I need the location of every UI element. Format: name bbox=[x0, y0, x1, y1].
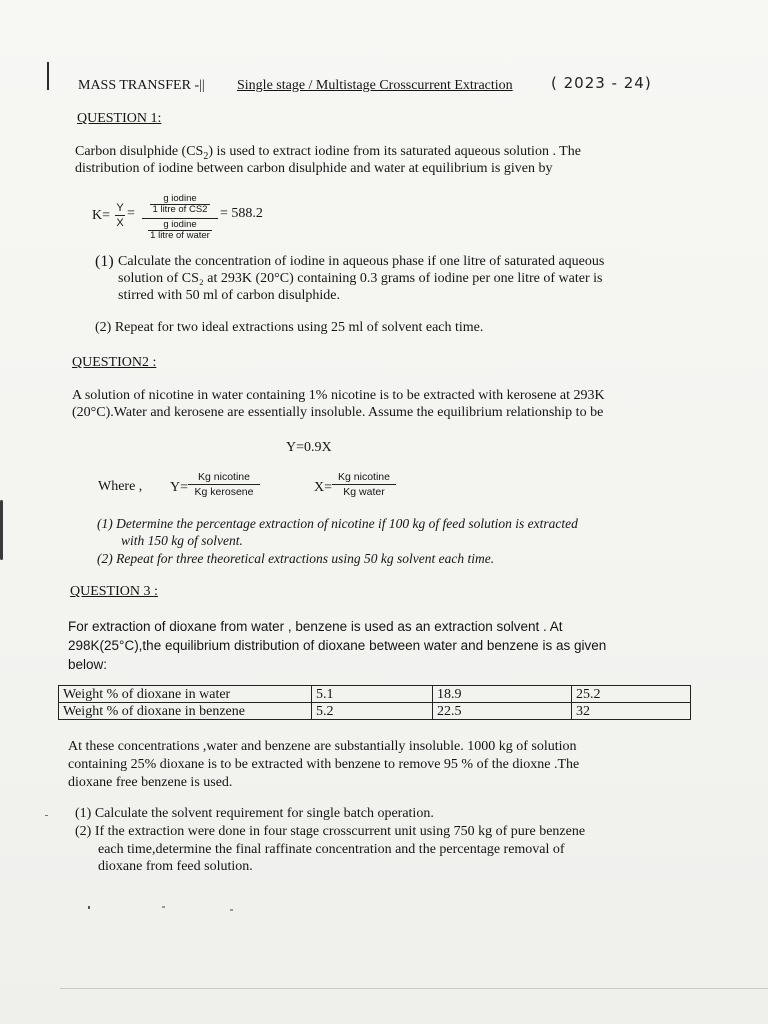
formula-y-over-x: Y X bbox=[116, 202, 124, 229]
q1-part-2: (2) Repeat for two ideal extractions using 25 ml of solvent each time. bbox=[95, 320, 484, 335]
q1-part-1-line-2: solution of CS₂ at 293K (20°C) containing 0.3 grams of iodine per one litre of water is bbox=[118, 271, 603, 286]
formula-k-value: = 588.2 bbox=[220, 206, 263, 221]
margin-pen-mark bbox=[47, 62, 49, 90]
q2-part-2: (2) Repeat for three theoretical extractions using 50 kg solvent each time. bbox=[97, 551, 495, 566]
formula-k-lhs: K= bbox=[92, 208, 111, 223]
speck bbox=[162, 906, 165, 908]
question-1-heading: QUESTION 1: bbox=[77, 111, 162, 126]
q3-intro-line-3: below: bbox=[68, 657, 108, 672]
table-row bbox=[59, 703, 691, 720]
table-row bbox=[59, 686, 691, 703]
q2-relation: Y=0.9X bbox=[286, 440, 332, 455]
formula-equals: = bbox=[127, 206, 135, 221]
q1-part-1-number: (1) bbox=[95, 253, 114, 270]
q2-y-definition: Kg nicotine Kg kerosene bbox=[188, 471, 260, 498]
q3-part-2-line-1: (2) If the extraction were done in four stage crosscurrent unit using 750 kg of pure benzene bbox=[75, 824, 586, 839]
q3-body-line-3: dioxane free benzene is used. bbox=[68, 775, 233, 790]
table-cell: 32 bbox=[572, 703, 691, 720]
q1-part-1-line-1: Calculate the concentration of iodine in aqueous phase if one litre of saturated aqueous bbox=[118, 254, 605, 269]
row-label: Weight % of dioxane in benzene bbox=[59, 703, 312, 720]
q2-y-lhs: Y= bbox=[170, 480, 189, 495]
q3-part-2-line-3: dioxane from feed solution. bbox=[98, 859, 253, 874]
q3-body-line-1: At these concentrations ,water and benzene are substantially insoluble. 1000 kg of solution bbox=[68, 739, 577, 754]
q1-intro-line-2: distribution of iodine between carbon disulphide and water at equilibrium is given by bbox=[75, 161, 553, 176]
q3-body-line-2: containing 25% dioxane is to be extracted with benzene to remove 95 % of the dioxne .The bbox=[68, 757, 580, 772]
q2-part-1-line-2: with 150 kg of solvent. bbox=[121, 533, 243, 548]
topic-title: Single stage / Multistage Crosscurrent Extraction bbox=[237, 78, 513, 93]
speck bbox=[230, 909, 233, 911]
q3-part-1: (1) Calculate the solvent requirement for single batch operation. bbox=[75, 806, 434, 821]
q1-part-1-line-3: stirred with 50 ml of carbon disulphide. bbox=[118, 288, 341, 303]
question-3-heading: QUESTION 3 : bbox=[70, 584, 158, 599]
q3-intro-line-1: For extraction of dioxane from water , benzene is used as an extraction solvent . At bbox=[68, 619, 563, 634]
table-cell: 22.5 bbox=[433, 703, 572, 720]
question-2-heading: QUESTION2 : bbox=[72, 355, 157, 370]
q2-intro-line-1: A solution of nicotine in water containing 1% nicotine is to be extracted with kerosene at 293K bbox=[72, 388, 605, 403]
speck bbox=[88, 906, 90, 909]
table-cell: 5.2 bbox=[312, 703, 433, 720]
handwritten-year: ( 2023 - 24) bbox=[551, 74, 652, 92]
q2-x-lhs: X= bbox=[314, 480, 333, 495]
equilibrium-table bbox=[58, 685, 691, 720]
q2-intro-line-2: (20°C).Water and kerosene are essentially insoluble. Assume the equilibrium relationship to be bbox=[72, 405, 604, 420]
formula-main-fraction: $\frac{\text{g iodine}}{\text{1 litre of CS2}}$ $\frac{\text{g iodine}}{\text{1 litre of water}}$ bbox=[142, 194, 218, 243]
q2-x-definition: Kg nicotine Kg water bbox=[332, 471, 396, 498]
left-edge-shadow bbox=[0, 500, 3, 560]
q3-intro-line-2: 298K(25°C),the equilibrium distribution of dioxane between water and benzene is as given bbox=[68, 638, 607, 653]
table-cell: 25.2 bbox=[572, 686, 691, 703]
course-title: MASS TRANSFER -|| bbox=[78, 78, 205, 93]
table-cell: 5.1 bbox=[312, 686, 433, 703]
speck bbox=[45, 815, 48, 816]
q2-where-label: Where , bbox=[98, 479, 143, 494]
q2-part-1-line-1: (1) Determine the percentage extraction of nicotine if 100 kg of feed solution is extracted bbox=[97, 516, 578, 531]
row-label: Weight % of dioxane in water bbox=[59, 686, 312, 703]
q3-part-2-line-2: each time,determine the final raffinate concentration and the percentage removal of bbox=[98, 842, 565, 857]
q1-intro-line-1: Carbon disulphide $(CS_2)$ is used to extract iodine from its saturated aqueous solution . The bbox=[75, 144, 581, 162]
table-cell: 18.9 bbox=[433, 686, 572, 703]
bottom-edge-shadow bbox=[60, 988, 768, 989]
